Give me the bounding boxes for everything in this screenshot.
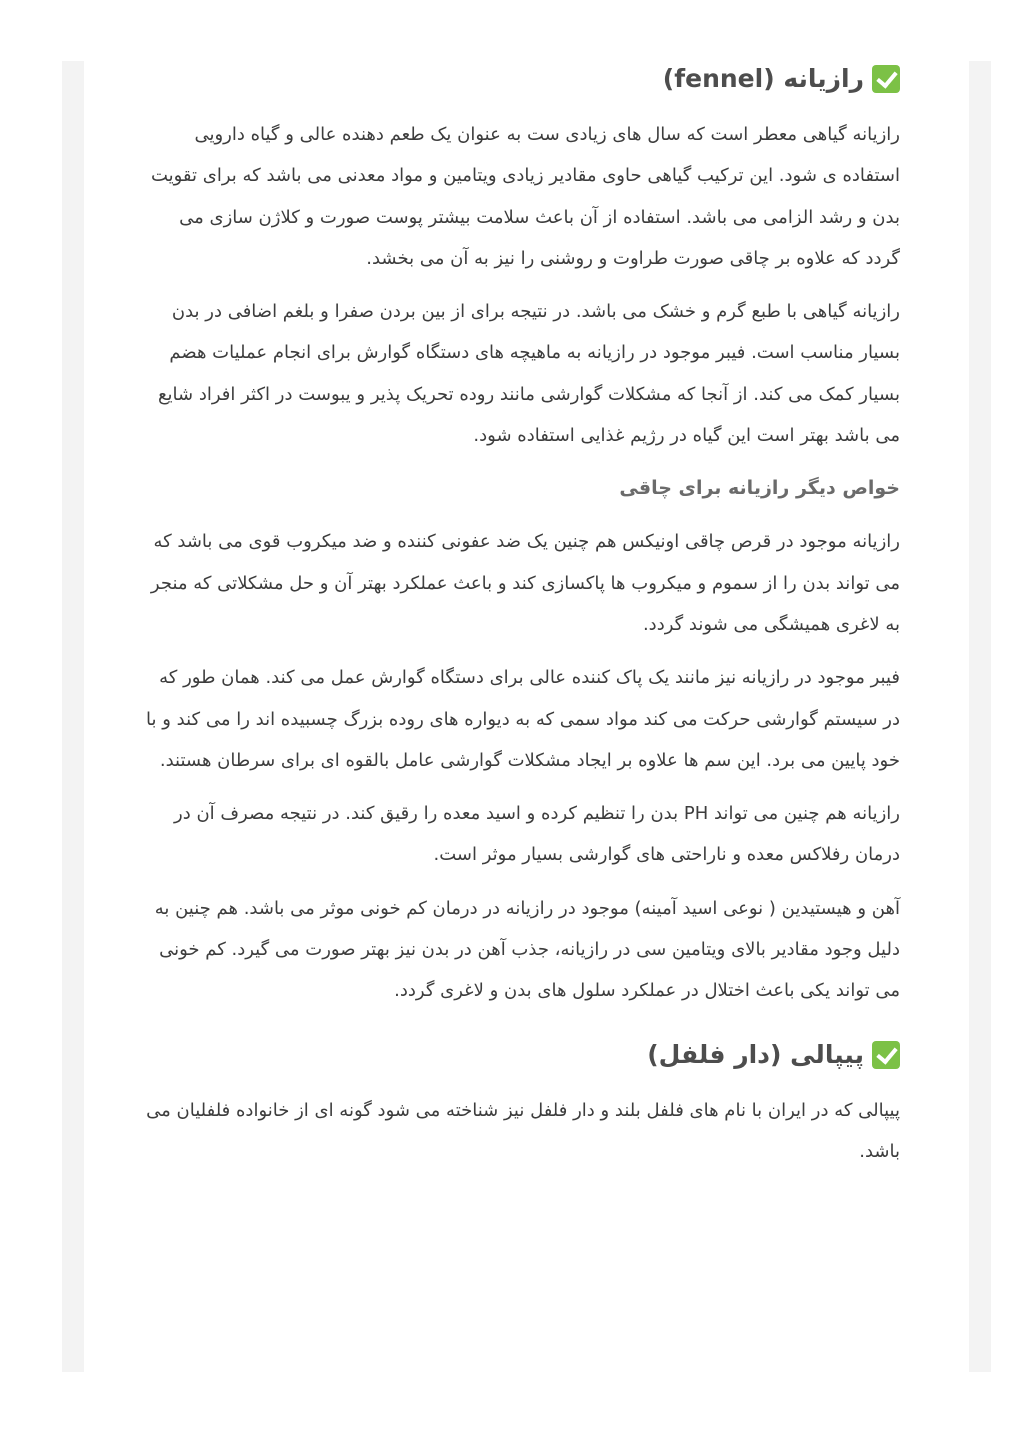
left-margin-bar [62,61,84,1372]
paragraph: رازیانه گیاهی معطر است که سال های زیادی ست به عنوان یک طعم دهنده عالی و گیاه دارویی استفاده ی شود. این ترکیب گیاهی حاوی مقادیر زیادی ویتامین و مواد معدنی می باشد که برای تقویت بدن و رشد الزامی می باشد. استفاده از آن باعث سلامت بیشتر پوست صورت و کلاژن سازی می گردد که علاوه بر چاقی صورت طراوت و روشنی را نیز به آن می بخشد. [150,124,900,269]
right-margin-bar [969,61,991,1372]
paragraph: پیپالی که در ایران با نام های فلفل بلند و دار فلفل نیز شناخته می شود گونه ای از خانواده فلفلیان می باشد. [146,1099,900,1162]
check-mark-icon [872,1041,900,1069]
section-heading-pippali [145,1032,900,1078]
paragraph: رازیانه موجود در قرص چاقی اونیکس هم چنین یک ضد عفونی کننده و ضد میکروب قوی می باشد که می تواند بدن را از سموم و میکروب ها پاکسازی کند و باعث عملکرد بهتر آن و حل مشکلاتی که منجر به لاغری همیشگی می شوند گردد. [150,531,900,635]
article-body [145,56,900,1184]
section-heading-text: رازیانه (fennel) [662,64,864,93]
paragraph: رازیانه گیاهی با طبع گرم و خشک می باشد. در نتیجه برای از بین بردن صفرا و بلغم اضافی در بدن بسیار مناسب است. فیبر موجود در رازیانه به ماهیچه های دستگاه گوارش برای انجام عملیات هضم بسیار کمک می کند. از آنجا که مشکلات گوارشی مانند روده تحریک پذیر و یبوست در اکثر افراد شایع می باشد بهتر است این گیاه در رژیم غذایی استفاده شود. [157,301,900,447]
section-heading-fennel [145,56,900,102]
check-mark-icon [872,65,900,93]
section-heading-text: پیپالی (دار فلفل) [647,1039,864,1069]
paragraph: رازیانه هم چنین می تواند PH بدن را تنظیم کرده و اسید معده را رقیق کند. در نتیجه مصرف آن در درمان رفلاکس معده و ناراحتی های گوارشی بسیار موثر است. [174,803,900,866]
paragraph: فیبر موجود در رازیانه نیز مانند یک پاک کننده عالی برای دستگاه گوارش عمل می کند. همان طور که در سیستم گوارشی حرکت می کند مواد سمی که به دیواره های روده بزرگ چسبیده اند را می کند و با خود پایین می برد. این سم ها علاوه بر ایجاد مشکلات گوارشی عامل بالقوه ای برای سرطان هستند. [146,667,900,771]
paragraph: آهن و هیستیدین ( نوعی اسید آمینه) موجود در رازیانه در درمان کم خونی موثر می باشد. هم چنین به دلیل وجود مقادیر بالای ویتامین سی در رازیانه، جذب آهن در بدن نیز بهتر صورت می گیرد. کم خونی می تواند یکی باعث اختلال در عملکرد سلول های بدن و لاغری گردد. [154,897,900,1002]
sub-heading-fennel-benefits: خواص دیگر رازیانه برای چاقی [619,477,900,500]
